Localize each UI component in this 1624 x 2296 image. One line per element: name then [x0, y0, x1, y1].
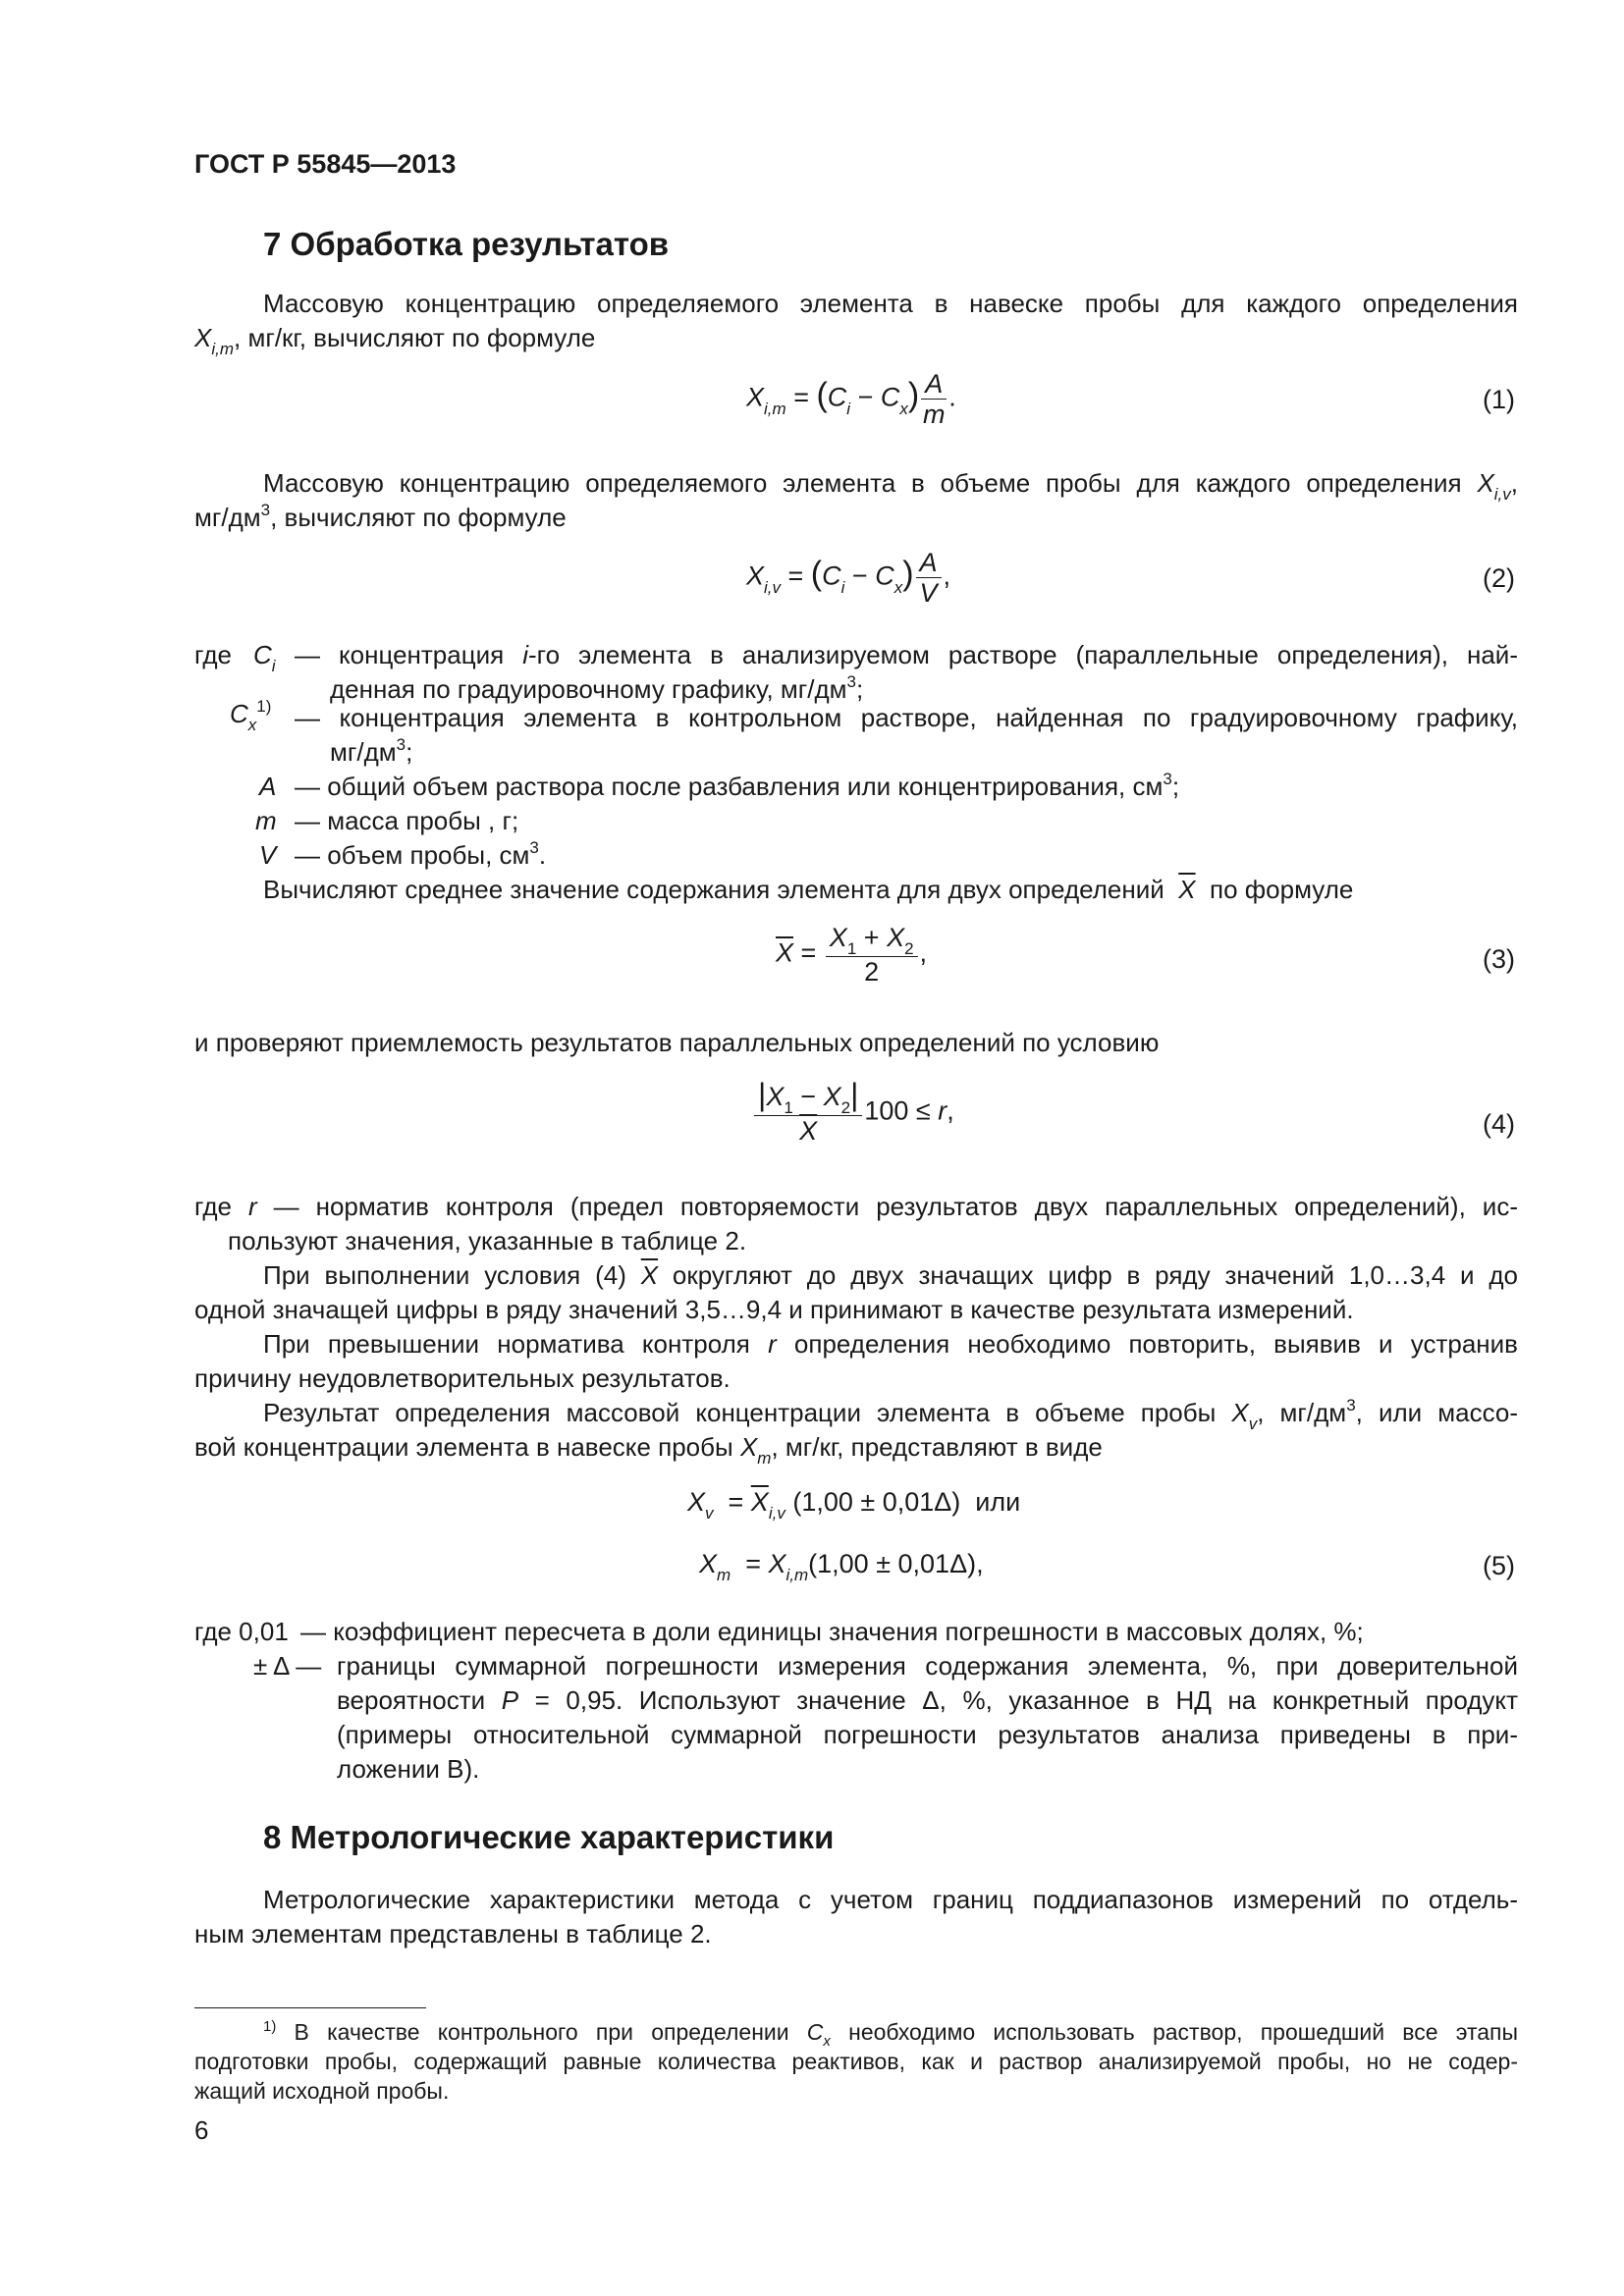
delta-definition-line-3: (примеры относительной суммарной погрешности результатов анализа приведены в при- — [337, 1720, 1518, 1749]
definition-m: — масса пробы , г; — [295, 806, 519, 835]
delta-definition-line-4: ложении В). — [337, 1754, 480, 1784]
symbol-cx: $C_x^{1)}$ — [230, 697, 272, 734]
symbol-a: A — [259, 772, 277, 801]
exceed-line-2: причину неудовлетворительных результатов. — [194, 1363, 731, 1393]
equation-5-line-2: $X_m = X_{i,m}(1,00 \pm 0,01\Delta)$, — [699, 1549, 984, 1584]
result-line-2: вой концентрации элемента в навеске пробы $X_m$, мг/кг, представляют в виде — [194, 1432, 1103, 1468]
definition-cx-line-1: — концентрация элемента в контрольном растворе, найденная по градуировочному графику, — [295, 703, 1518, 732]
equation-5-label: (5) — [1483, 1551, 1515, 1580]
delta-definition-line-1: границы суммарной погрешности измерения содержания элемента, %, при доверительной — [337, 1651, 1518, 1681]
where-label: где — [194, 640, 232, 669]
equation-2: $X_{i,v} = (C_i - C_x)$ $\frac{A}{V}$ , — [746, 548, 951, 608]
equation-3: $\overline{X}$ = $\frac{X_1 + X_2}{2}$ , — [776, 923, 928, 987]
condition-line-1: При выполнении условия (4) $\overline{X}$ округляют до двух значащих цифр в ряду значений 1,0…3,4 и до — [263, 1260, 1518, 1290]
equation-4-label: (4) — [1483, 1109, 1515, 1139]
symbol-m: m — [255, 806, 277, 835]
average-sentence: Вычисляют среднее значение содержания элемента для двух определений $\overline{X}$ по формуле — [263, 875, 1354, 904]
section-8-line-1: Метрологические характеристики метода с учетом границ поддиапазонов измерений по отдель- — [263, 1885, 1518, 1914]
definition-cx-line-2: $мг/дм^3$; — [330, 735, 413, 767]
definition-ci-line-2: денная по градуировочному графику, $мг/дм^3$; — [330, 672, 864, 704]
delta-symbol: ± Δ — — [253, 1651, 322, 1681]
page-number: 6 — [194, 2115, 209, 2145]
r-definition-line-2: пользуют значения, указанные в таблице 2. — [228, 1226, 747, 1255]
symbol-ci: $C_i$ — [253, 640, 276, 675]
paragraph-1-line-1: Массовую концентрацию определяемого элемента в навеске пробы для каждого определения — [263, 289, 1518, 318]
section-7-title: 7 Обработка результатов — [263, 226, 670, 262]
check-sentence: и проверяют приемлемость результатов параллельных определений по условию — [194, 1028, 1160, 1057]
paragraph-2-line-1: Массовую концентрацию определяемого элемента в объеме пробы для каждого определения $X_{i,v}$, — [263, 468, 1519, 504]
coef-definition: — коэффициент пересчета в доли единицы значения погрешности в массовых долях, %; — [300, 1617, 1364, 1646]
equation-1: $X_{i,m} = (C_i - C_x)$ $\frac{A}{m}$ . — [746, 369, 956, 429]
footnote-line-2: подготовки пробы, содержащий равные количества реактивов, как и раствор анализируемой пробы, но не содер- — [194, 2049, 1518, 2074]
equation-2-label: (2) — [1483, 563, 1515, 593]
footnote-rule — [194, 2007, 426, 2008]
exceed-line-1: При превышении норматива контроля r определения необходимо повторить, выявив и устранив — [263, 1329, 1518, 1359]
definition-v: — объем пробы, $см^3$. — [295, 838, 547, 870]
standard-header: ГОСТ Р 55845—2013 — [194, 149, 457, 179]
condition-line-2: одной значащей цифры в ряду значений 3,5…9,4 и принимают в качестве результата измерений. — [194, 1295, 1354, 1324]
r-definition-line-1: где r — норматив контроля (предел повторяемости результатов двух параллельных определений), ис- — [194, 1192, 1518, 1221]
footnote-line-1: $^{1)}$ В качестве контрольного при определении $C_x$ необходимо использовать раствор, прошедший все этапы — [263, 2018, 1518, 2050]
equation-4: $\frac{|X_1 - X_2|}{X}$ 100 ≤ r, — [752, 1080, 954, 1146]
symbol-v: V — [259, 840, 277, 870]
paragraph-1-line-2: $X_{i,m}$, мг/кг, вычисляют по формуле — [194, 323, 596, 358]
equation-3-label: (3) — [1483, 944, 1515, 974]
equation-1-label: (1) — [1483, 385, 1515, 414]
result-line-1: Результат определения массовой концентрации элемента в объеме пробы $X_v$, $мг/дм^3$, или массо- — [263, 1396, 1518, 1433]
paragraph-2-line-2: $мг/дм^3$, вычисляют по формуле — [194, 501, 567, 532]
definition-a: — общий объем раствора после разбавления или концентрирования, $см^3$; — [295, 770, 1180, 801]
footnote-line-3: жащий исходной пробы. — [194, 2078, 450, 2104]
delta-definition-line-2: вероятности P = 0,95. Используют значение Δ, %, указанное в НД на конкретный продукт — [337, 1685, 1518, 1715]
section-8-line-2: ным элементам представлены в таблице 2. — [194, 1919, 712, 1949]
definition-ci-line-1: — концентрация i-го элемента в анализируемом растворе (параллельные определения), най- — [295, 640, 1518, 669]
coef-symbol: где 0,01 — [194, 1617, 289, 1646]
equation-5-line-1: $X_v = \overline{X}_{i,v}$ (1,00 ± 0,01Δ) или — [687, 1487, 1021, 1522]
section-8-title: 8 Метрологические характеристики — [263, 1819, 835, 1855]
